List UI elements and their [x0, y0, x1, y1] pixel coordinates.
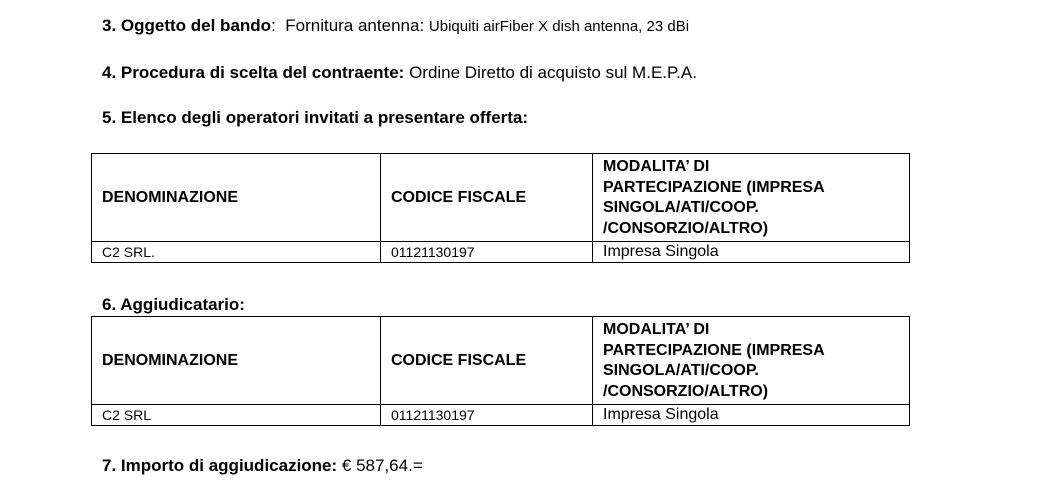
table-row — [92, 405, 910, 426]
cell-mode: Impresa Singola — [593, 242, 910, 263]
header-modalita-line: SINGOLA/ATI/COOP. — [603, 199, 759, 216]
section-3-detail: Ubiquiti airFiber X dish antenna, 23 dBi — [428, 18, 690, 35]
section-4-line — [102, 63, 697, 83]
cell-fiscal-code: 01121130197 — [381, 242, 593, 263]
section-7-line — [102, 456, 423, 476]
header-modalita-line: MODALITA’ DI — [603, 158, 710, 175]
header-modalita — [593, 317, 910, 405]
cell-name: C2 SRL — [92, 405, 381, 426]
header-codice-fiscale: CODICE FISCALE — [381, 154, 593, 242]
header-codice-fiscale: CODICE FISCALE — [381, 317, 593, 405]
section-4-text: Ordine Diretto di acquisto sul M.E.P.A. — [409, 63, 697, 82]
section-3-text: Fornitura antenna — [285, 16, 420, 35]
header-denominazione: DENOMINAZIONE — [92, 317, 381, 405]
table-row — [92, 242, 910, 263]
table-header-row — [92, 154, 910, 242]
cell-mode: Impresa Singola — [593, 405, 910, 426]
header-modalita-line: SINGOLA/ATI/COOP. — [603, 362, 759, 379]
section-3-line: 3. Oggetto del bando: Fornitura antenna: Ubiquiti airFiber X dish antenna, 23 dBi — [102, 16, 690, 35]
section-4-label: 4. Procedura di scelta del contraente: — [102, 63, 405, 82]
header-modalita-line: PARTECIPAZIONE (IMPRESA — [603, 341, 825, 359]
header-modalita-line: /CONSORZIO/ALTRO) — [603, 382, 769, 400]
header-modalita-line: /CONSORZIO/ALTRO) — [603, 219, 769, 237]
header-modalita-line: MODALITA’ DI — [603, 321, 710, 338]
section-7-text: € 587,64.= — [341, 456, 423, 475]
winner-table — [91, 316, 910, 426]
section-6-line — [102, 295, 245, 315]
section-7-label: 7. Importo di aggiudicazione: — [102, 456, 338, 475]
table-header-row — [92, 317, 910, 405]
header-modalita-line: PARTECIPAZIONE (IMPRESA — [603, 178, 825, 196]
header-modalita — [593, 154, 910, 242]
section-3-label: 3. Oggetto del bando — [102, 16, 272, 35]
invited-operators-table — [91, 153, 910, 263]
cell-name: C2 SRL. — [92, 242, 381, 263]
cell-fiscal-code: 01121130197 — [381, 405, 593, 426]
section-6-label: 6. Aggiudicatario: — [102, 295, 245, 314]
header-denominazione: DENOMINAZIONE — [92, 154, 381, 242]
section-5-label: 5. Elenco degli operatori invitati a presentare offerta: — [102, 108, 529, 127]
section-5-line — [102, 108, 528, 128]
